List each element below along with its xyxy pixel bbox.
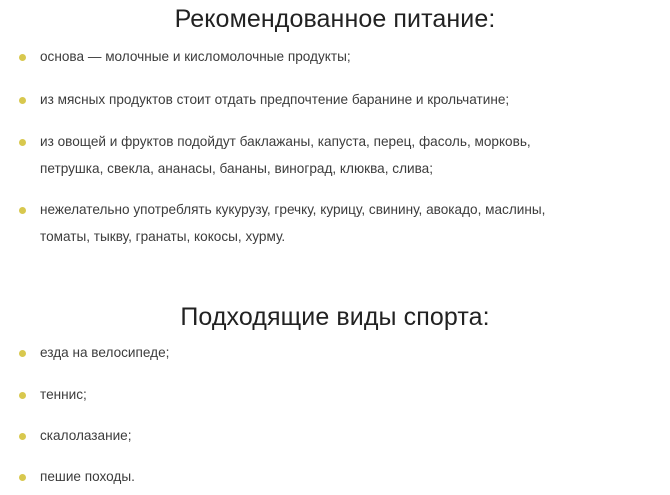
item-text xyxy=(40,196,660,250)
item-line: из мясных продуктов стоит отдать предпочтение баранине и крольчатине; xyxy=(40,92,510,107)
item-line: скалолазание; xyxy=(40,428,132,443)
bullet-dot-icon xyxy=(19,207,26,214)
item-text xyxy=(40,128,660,182)
sport-section-title: Подходящие виды спорта: xyxy=(180,303,490,331)
item-text xyxy=(40,86,660,113)
item-line: из овощей и фруктов подойдут баклажаны, капуста, перец, фасоль, морковь, xyxy=(40,134,531,149)
bullet-dot-icon xyxy=(19,433,26,440)
bullet-dot-icon xyxy=(19,139,26,146)
bullet-dot-icon xyxy=(19,97,26,104)
item-line: петрушка, свекла, ананасы, бананы, виноград, клюква, слива; xyxy=(40,161,434,176)
item-line: теннис; xyxy=(40,387,87,402)
bullet-dot-icon xyxy=(19,54,26,61)
diet-section-title: Рекомендованное питание: xyxy=(174,5,496,33)
item-line: езда на велосипеде; xyxy=(40,345,170,360)
item-text xyxy=(40,339,660,366)
bullet-dot-icon xyxy=(19,474,26,481)
item-line: пешие походы. xyxy=(40,469,135,484)
item-line: основа — молочные и кисломолочные продукты; xyxy=(40,49,351,64)
item-text xyxy=(40,43,660,70)
item-text xyxy=(40,463,660,490)
item-text xyxy=(40,381,660,408)
item-line: нежелательно употреблять кукурузу, гречку, курицу, свинину, авокадо, маслины, xyxy=(40,202,546,217)
bullet-dot-icon xyxy=(19,350,26,357)
item-text xyxy=(40,422,660,449)
item-line: томаты, тыкву, гранаты, кокосы, хурму. xyxy=(40,229,286,244)
bullet-dot-icon xyxy=(19,392,26,399)
